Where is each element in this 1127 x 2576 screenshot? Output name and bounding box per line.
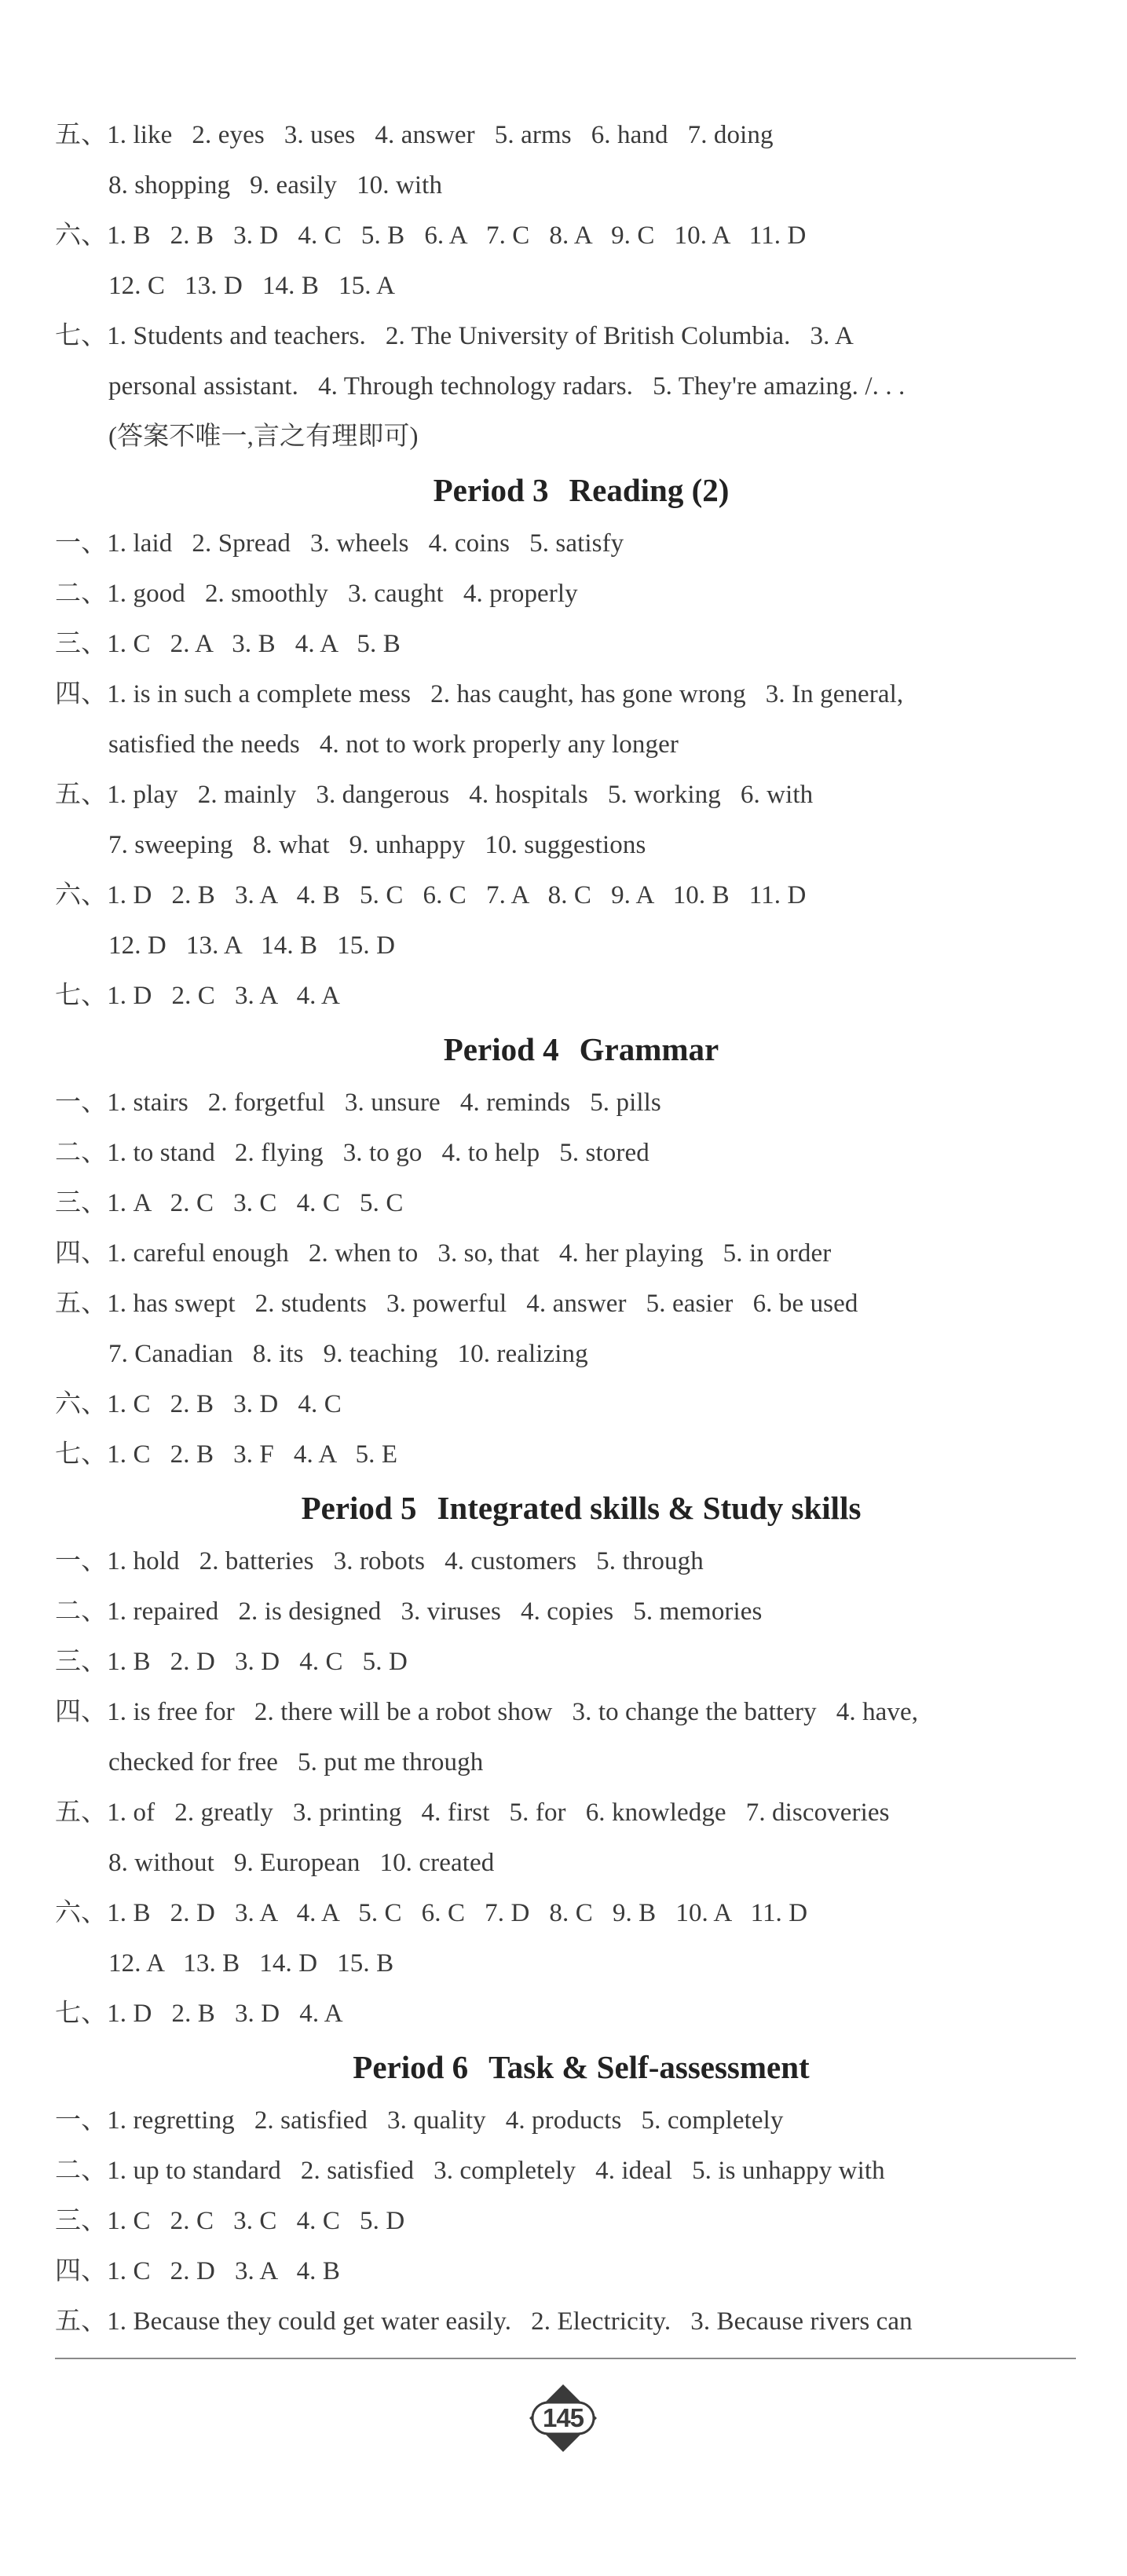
answer-line: 一、1. hold 2. batteries 3. robots 4. customers 5. through	[55, 1547, 704, 1575]
answer-line: 四、1. is in such a complete mess 2. has caught, has gone wrong 3. In general,	[55, 680, 904, 708]
answer-line: 五、1. like 2. eyes 3. uses 4. answer 5. arms 6. hand 7. doing	[55, 121, 774, 149]
answer-line: 12. A 13. B 14. D 15. B	[108, 1949, 394, 1978]
period-label: Period 3	[433, 472, 549, 508]
answer-line: 六、1. B 2. D 3. A 4. A 5. C 6. C 7. D 8. C 9. B 10. A 11. D	[55, 1899, 808, 1927]
answer-line: 五、1. of 2. greatly 3. printing 4. first 5. for 6. knowledge 7. discoveries	[55, 1798, 890, 1827]
answer-line: 12. D 13. A 14. B 15. D	[108, 931, 396, 960]
period-title: Grammar	[579, 1031, 719, 1067]
period-title: Reading (2)	[569, 472, 730, 508]
answer-line: 七、1. D 2. C 3. A 4. A	[55, 982, 340, 1010]
answer-line: 六、1. B 2. B 3. D 4. C 5. B 6. A 7. C 8. A 9. C 10. A 11. D	[55, 221, 807, 250]
page-number-badge	[528, 2383, 598, 2453]
answer-line: 三、1. C 2. C 3. C 4. C 5. D	[55, 2207, 405, 2235]
answer-line: (答案不唯一,言之有理即可)	[108, 423, 419, 451]
answer-line: 六、1. C 2. B 3. D 4. C	[55, 1390, 342, 1418]
answer-line: 8. shopping 9. easily 10. with	[108, 171, 443, 199]
answer-line: 7. sweeping 8. what 9. unhappy 10. suggestions	[108, 831, 646, 859]
answer-line: 七、1. Students and teachers. 2. The University of British Columbia. 3. A	[55, 322, 854, 350]
answer-line: personal assistant. 4. Through technology radars. 5. They're amazing. /. . .	[108, 372, 906, 401]
section-heading	[86, 1480, 1076, 1536]
answer-line: 8. without 9. European 10. created	[108, 1849, 495, 1877]
answer-line: 五、1. has swept 2. students 3. powerful 4. answer 5. easier 6. be used	[55, 1290, 858, 1318]
answer-line: 二、1. to stand 2. flying 3. to go 4. to help 5. stored	[55, 1139, 649, 1167]
period-label: Period 6	[353, 2049, 469, 2085]
answer-line: 五、1. play 2. mainly 3. dangerous 4. hospitals 5. working 6. with	[55, 781, 814, 809]
answer-content	[55, 110, 1076, 2347]
answer-line: 二、1. repaired 2. is designed 3. viruses 4. copies 5. memories	[55, 1597, 763, 1626]
answer-line: 五、1. Because they could get water easily. 2. Electricity. 3. Because rivers can	[55, 2307, 913, 2336]
section-heading	[86, 1021, 1076, 1078]
bottom-divider	[55, 2358, 1076, 2359]
answer-line: 六、1. D 2. B 3. A 4. B 5. C 6. C 7. A 8. C 9. A 10. B 11. D	[55, 881, 807, 909]
answer-line: 7. Canadian 8. its 9. teaching 10. realizing	[108, 1340, 588, 1368]
answer-line: 一、1. stairs 2. forgetful 3. unsure 4. reminds 5. pills	[55, 1089, 661, 1117]
answer-line: 12. C 13. D 14. B 15. A	[108, 272, 396, 300]
answer-line: 四、1. is free for 2. there will be a robot show 3. to change the battery 4. have,	[55, 1698, 919, 1726]
answer-line: 一、1. laid 2. Spread 3. wheels 4. coins 5. satisfy	[55, 529, 624, 558]
answer-line: 四、1. C 2. D 3. A 4. B	[55, 2257, 340, 2285]
period-title: Integrated skills & Study skills	[437, 1490, 862, 1526]
period-title: Task & Self-assessment	[488, 2049, 810, 2085]
section-heading	[86, 462, 1076, 518]
answer-line: 三、1. A 2. C 3. C 4. C 5. C	[55, 1189, 404, 1217]
answer-line: satisfied the needs 4. not to work properly any longer	[108, 730, 679, 759]
period-label: Period 4	[443, 1031, 559, 1067]
answer-line: 七、1. D 2. B 3. D 4. A	[55, 2000, 343, 2028]
answer-line: checked for free 5. put me through	[108, 1748, 484, 1776]
answer-line: 七、1. C 2. B 3. F 4. A 5. E	[55, 1440, 398, 1469]
page-number: 145	[542, 2403, 584, 2432]
answer-line: 三、1. C 2. A 3. B 4. A 5. B	[55, 630, 401, 658]
answer-line: 二、1. good 2. smoothly 3. caught 4. properly	[55, 580, 578, 608]
period-label: Period 5	[301, 1490, 417, 1526]
section-heading	[86, 2039, 1076, 2095]
answer-line: 二、1. up to standard 2. satisfied 3. completely 4. ideal 5. is unhappy with	[55, 2157, 885, 2185]
answer-line: 三、1. B 2. D 3. D 4. C 5. D	[55, 1648, 408, 1676]
answer-line: 一、1. regretting 2. satisfied 3. quality 4. products 5. completely	[55, 2106, 784, 2135]
answer-line: 四、1. careful enough 2. when to 3. so, that 4. her playing 5. in order	[55, 1239, 832, 1268]
